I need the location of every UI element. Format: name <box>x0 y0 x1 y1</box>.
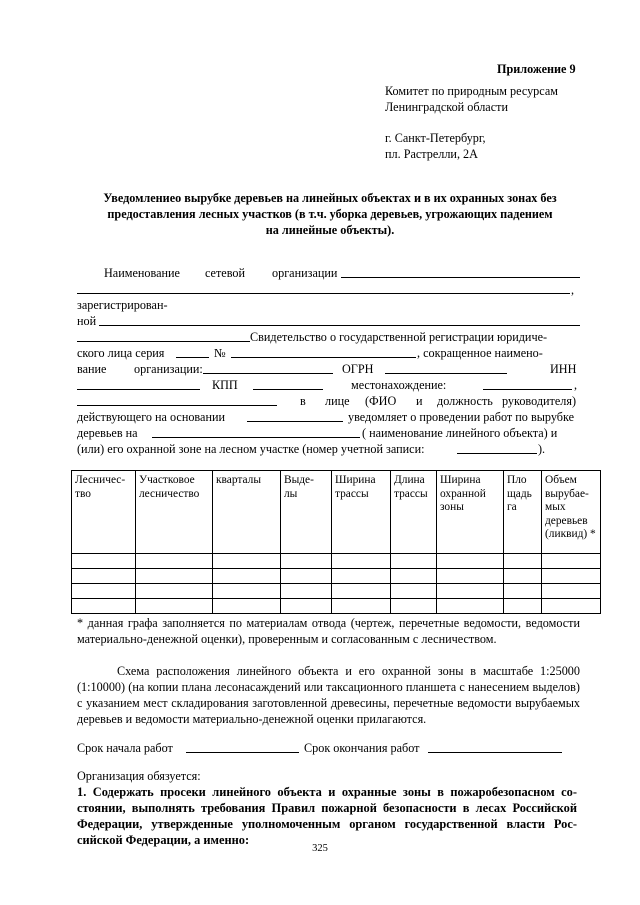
registration-field-2[interactable] <box>77 341 250 342</box>
table-cell[interactable] <box>391 584 437 599</box>
ogrn-field[interactable] <box>385 373 507 374</box>
form-word: должность <box>437 394 493 408</box>
table-cell[interactable] <box>332 599 391 614</box>
form-word: руководителя) <box>502 394 577 408</box>
inn-field[interactable] <box>77 389 200 390</box>
form-word: лице <box>325 394 350 408</box>
document-title: предоставления лесных участков (в т.ч. уборка деревьев, угрожающих падением <box>107 207 553 221</box>
table-cell[interactable] <box>136 599 213 614</box>
basis-field[interactable] <box>247 421 343 422</box>
form-word: ского лица серия <box>77 346 165 360</box>
form-word: Свидетельство о государственной регистрации юридиче- <box>250 330 548 344</box>
addressee-line: пл. Растрелли, 2А <box>385 147 478 161</box>
table-cell[interactable] <box>136 569 213 584</box>
form-word: ИНН <box>550 362 577 376</box>
form-word: зарегистрирован- <box>77 298 168 312</box>
form-word: уведомляет о проведении работ по вырубке <box>348 410 574 424</box>
table-header: Ширина трассы <box>332 471 391 554</box>
table-cell[interactable] <box>542 569 601 584</box>
footnote: * данная графа заполняется по материалам отвода (чертеж, перечетные ведомости, ведомости материально-денежной оценки), проверенным и согласованным с лесничеством. <box>77 616 580 646</box>
table-cell[interactable] <box>437 554 504 569</box>
table-row <box>72 569 601 584</box>
form-word: в <box>300 394 306 408</box>
start-date-field[interactable] <box>186 752 299 753</box>
table-header: Длина трассы <box>391 471 437 554</box>
form-word: , <box>574 378 578 392</box>
table-cell[interactable] <box>281 584 332 599</box>
table-cell[interactable] <box>391 554 437 569</box>
table-header: Объем вырубае-мых деревьев (ликвид) * <box>542 471 601 554</box>
org-name-field-2[interactable] <box>77 293 570 294</box>
table-cell[interactable] <box>391 569 437 584</box>
document-title: Уведомлениео вырубке деревьев на линейных объектах и в их охранных зонах без <box>103 191 557 205</box>
table-cell[interactable] <box>72 599 136 614</box>
table-cell[interactable] <box>332 569 391 584</box>
table-cell[interactable] <box>72 554 136 569</box>
table-cell[interactable] <box>281 554 332 569</box>
table-cell[interactable] <box>72 569 136 584</box>
linear-object-field[interactable] <box>152 437 360 438</box>
table-cell[interactable] <box>504 599 542 614</box>
registration-field[interactable] <box>99 325 580 326</box>
table-cell[interactable] <box>542 599 601 614</box>
form-word: (ФИО <box>365 394 397 408</box>
table-cell[interactable] <box>437 569 504 584</box>
table-cell[interactable] <box>281 569 332 584</box>
table-cell[interactable] <box>136 554 213 569</box>
end-date-label: Срок окончания работ <box>304 741 420 755</box>
form-word: и <box>416 394 423 408</box>
form-word: организации: <box>134 362 203 376</box>
end-date-field[interactable] <box>428 752 562 753</box>
series-field[interactable] <box>176 357 209 358</box>
form-word: действующего на основании <box>77 410 226 424</box>
table-cell[interactable] <box>332 554 391 569</box>
form-word: , сокращенное наимено- <box>417 346 543 360</box>
form-word: Наименование <box>104 266 180 280</box>
form-word: ОГРН <box>342 362 374 376</box>
table-cell[interactable] <box>504 569 542 584</box>
addressee-line: Ленинградской области <box>385 100 508 114</box>
table-cell[interactable] <box>136 584 213 599</box>
form-word: деревьев на <box>77 426 138 440</box>
start-date-label: Срок начала работ <box>77 741 173 755</box>
table-row <box>72 554 601 569</box>
table-row <box>72 599 601 614</box>
account-number-field[interactable] <box>457 453 537 454</box>
table-cell[interactable] <box>332 584 391 599</box>
form-word: КПП <box>212 378 238 392</box>
location-field[interactable] <box>483 389 572 390</box>
table-cell[interactable] <box>437 584 504 599</box>
table-header: кварталы <box>213 471 281 554</box>
table-header: Участковое лесничество <box>136 471 213 554</box>
table-cell[interactable] <box>504 554 542 569</box>
form-word: организации <box>272 266 338 280</box>
appendix-label: Приложение 9 <box>497 62 576 76</box>
table-cell[interactable] <box>213 554 281 569</box>
table-cell[interactable] <box>213 569 281 584</box>
table-header: Ширина охранной зоны <box>437 471 504 554</box>
addressee-line: Комитет по природным ресурсам <box>385 84 558 98</box>
form-word: сетевой <box>205 266 245 280</box>
obligations-intro: Организация обязуется: <box>77 769 201 783</box>
table-row <box>72 584 601 599</box>
form-word: № <box>214 346 226 360</box>
short-name-field[interactable] <box>203 373 333 374</box>
kpp-field[interactable] <box>253 389 323 390</box>
table-cell[interactable] <box>213 584 281 599</box>
table-cell[interactable] <box>391 599 437 614</box>
form-word: ). <box>538 442 546 456</box>
table-cell[interactable] <box>72 584 136 599</box>
table-cell[interactable] <box>281 599 332 614</box>
table-header: Выде-лы <box>281 471 332 554</box>
page-number: 325 <box>312 843 328 854</box>
table-cell[interactable] <box>542 584 601 599</box>
table-header: Лесничес-тво <box>72 471 136 554</box>
document-title: на линейные объекты). <box>265 223 395 237</box>
location-field-2[interactable] <box>77 405 277 406</box>
table-header: Пло щадь га <box>504 471 542 554</box>
form-word: вание <box>77 362 107 376</box>
obligation-item: 1. Содержать просеки линейного объекта и охранные зоны в пожаробезопасном со-стоянии, выполнять требования Правил пожарной безопасности в лесах Российской Федерации, утвержденные уполномоченным органом государственной власти Рос-сийской Федерации, а именно: <box>77 785 577 847</box>
number-field[interactable] <box>231 357 416 358</box>
form-word: местонахождение: <box>351 378 447 392</box>
form-word: ( наименование линейного объекта) и <box>362 426 558 440</box>
scheme-paragraph: Схема расположения линейного объекта и его охранной зоны в масштабе 1:25000 (1:10000) (на копии плана лесонасаждений или таксационного планшета с нанесением выделов) с указанием мест складирования заготовленной древесины, перечетные ведомости вырубаемых деревьев и ведомости материально-денежной оценки прилагаются. <box>77 664 580 726</box>
form-word: (или) его охранной зоне на лесном участке (номер учетной записи: <box>77 442 425 456</box>
form-word: ной <box>77 314 97 328</box>
felling-table <box>71 470 601 614</box>
form-word: , <box>571 283 575 297</box>
table-cell[interactable] <box>542 554 601 569</box>
table-cell[interactable] <box>213 599 281 614</box>
org-name-field[interactable] <box>341 277 580 278</box>
table-cell[interactable] <box>437 599 504 614</box>
table-cell[interactable] <box>504 584 542 599</box>
addressee-line: г. Санкт-Петербург, <box>385 131 486 145</box>
